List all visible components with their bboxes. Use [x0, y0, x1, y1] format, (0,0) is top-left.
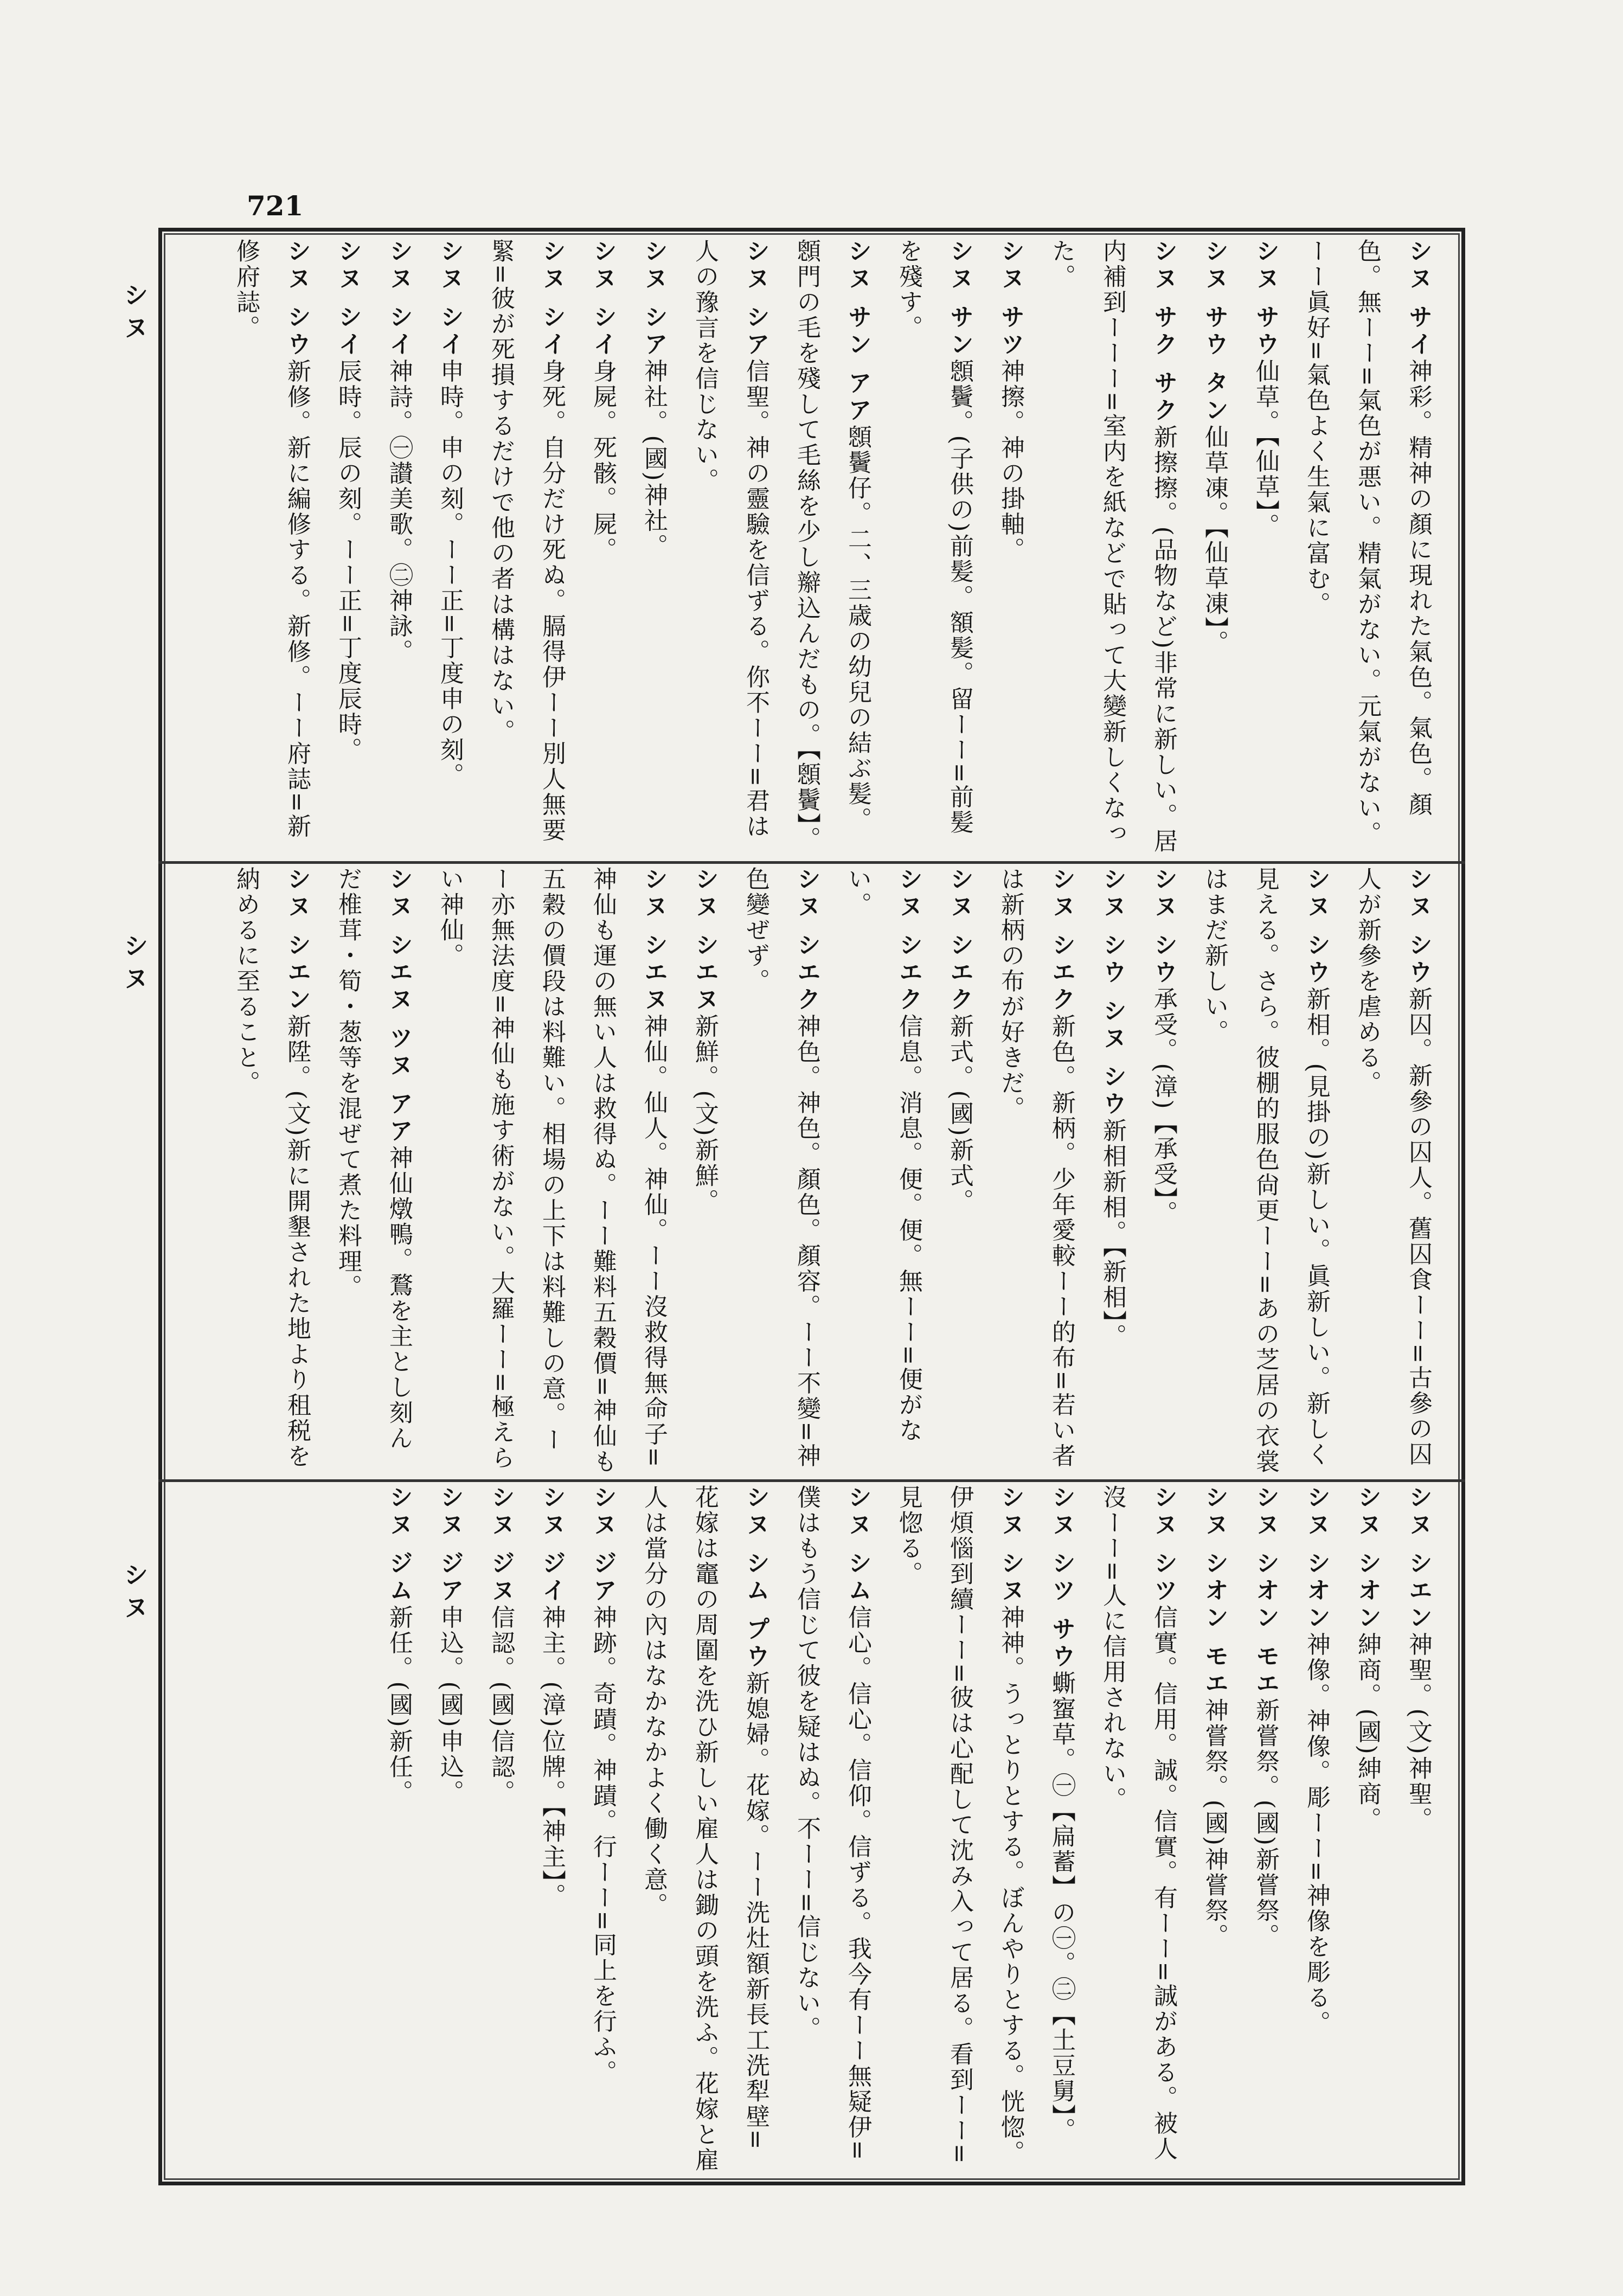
entry-reading: シヌ シイ: [385, 239, 413, 359]
entry-definition: 神像。神像。彫ーー=神像を彫る。: [1303, 1632, 1330, 2036]
dictionary-entry: [220, 867, 322, 1475]
dictionary-entry: [781, 1485, 883, 2173]
dictionary-entry: [1240, 239, 1291, 857]
page-number: 721: [247, 190, 304, 222]
entry-reading: シヌ シウ シヌ シウ: [1099, 867, 1126, 1118]
dictionary-entry: [679, 239, 781, 857]
entry-reading: シヌ サン アア: [844, 239, 871, 425]
entry-reading: シヌ シエク: [793, 867, 820, 1014]
dictionary-entry: [1087, 1485, 1189, 2173]
entry-definition: 新修。新に編修する。新修。ーー府誌=新修府誌。: [232, 239, 311, 839]
section-label: シヌ: [120, 282, 149, 347]
entry-definition: 新相。(見掛の)新しい。眞新しい。新しく見える。さら。彼棚的服色尙更ーー=あの芝居の衣裳はまだ新しい。: [1201, 867, 1330, 1474]
entry-definition: 新擦擦。(品物など)非常に新しい。居内補到ーーー=室内を紙などで貼って大變新しくなった。: [1048, 239, 1177, 854]
section-label: シヌ: [120, 1562, 149, 1627]
entry-reading: シヌ サウ: [1252, 239, 1279, 359]
dictionary-entry: [577, 239, 628, 857]
entry-reading: シヌ シア: [742, 239, 769, 359]
entry-reading: シヌ シエン: [1404, 1485, 1432, 1632]
entry-reading: シヌ サク サク: [1150, 239, 1177, 425]
entry-definition: 信聖。神の靈驗を信ずる。你不ーー=君は人の豫言を信じない。: [691, 239, 769, 839]
entry-reading: シヌ シオン: [1303, 1485, 1330, 1632]
entry-reading: シヌ シイ: [538, 239, 566, 359]
dictionary-entry: [1036, 239, 1189, 857]
tier-bottom: [179, 1485, 1448, 2173]
entry-definition: 新嘗祭。(國)新嘗祭。: [1252, 1697, 1279, 1949]
entry-definition: 紳商。(國)紳商。: [1353, 1632, 1381, 1832]
entry-reading: シヌ シイ: [589, 239, 617, 359]
dictionary-entry: [424, 1485, 475, 2173]
dictionary-entry: [1189, 1485, 1240, 2173]
entry-definition: 信認。(國)信認。: [487, 1605, 515, 1805]
dictionary-entry: [1342, 867, 1444, 1475]
entry-definition: 神嘗祭。(國)神嘗祭。: [1201, 1697, 1228, 1949]
entry-reading: シヌ シエン: [283, 867, 311, 1014]
dictionary-entry: [1240, 1485, 1291, 2173]
dictionary-entry: [628, 239, 679, 857]
dictionary-entry: [424, 867, 679, 1475]
dictionary-entry: [832, 867, 934, 1475]
dictionary-entry: [781, 239, 883, 857]
entry-definition: 新鮮。(文)新鮮。: [691, 1014, 719, 1214]
dictionary-entry: [424, 239, 475, 857]
entry-definition: 神色。神色。顏色。顏容。ーー不變=神色變ぜず。: [742, 867, 820, 1469]
entry-reading: シヌ シエク: [1048, 867, 1075, 1014]
dictionary-entry: [220, 239, 322, 857]
entry-reading: シヌ サウ タン: [1201, 239, 1228, 425]
entry-definition: 神神。うっとりとする。ぼんやりとする。恍惚。伊煩惱到續ーー=彼は心配して沈み入って居る。看到ーー=見惚る。: [895, 1485, 1024, 2166]
dictionary-entry: [475, 1485, 526, 2173]
dictionary-entry: [526, 1485, 577, 2173]
entry-reading: シヌ サン: [946, 239, 973, 359]
dictionary-entry: [679, 867, 730, 1475]
dictionary-entry: [883, 1485, 1036, 2173]
dictionary-entry: [1138, 867, 1189, 1475]
tier-middle: [179, 867, 1448, 1475]
entry-definition: 申込。(國)申込。: [436, 1605, 464, 1805]
dictionary-entry: [475, 239, 577, 857]
entry-reading: シヌ シエヌ: [640, 867, 668, 1014]
entry-definition: 信息。消息。便。便。無ーー=便がない。: [844, 867, 922, 1444]
dictionary-entry: [1087, 867, 1138, 1475]
dictionary-entry: [577, 1485, 628, 2173]
entry-reading: シヌ シエヌ ツヌ アア: [385, 867, 413, 1145]
entry-reading: シヌ サイ: [1404, 239, 1432, 359]
entry-definition: 新式。(國)新式。: [946, 1014, 973, 1214]
entry-definition: 新媳婦。花嫁。ーー洗灶額新長工洗犁壁=花嫁は竈の周圍を洗ひ新しい雇人は鋤の頭を洗ふ。花嫁と雇人は當分の內はなかなかよく働く意。: [640, 1485, 769, 2173]
entry-reading: シヌ シア: [640, 239, 668, 359]
entry-reading: シヌ シウ: [1303, 867, 1330, 987]
entry-reading: シヌ ジイ: [538, 1485, 566, 1605]
dictionary-entry: [1189, 239, 1240, 857]
entry-definition: 身屍。死骸。屍。: [589, 358, 617, 563]
entry-reading: シヌ シツ サウ: [1048, 1485, 1075, 1671]
entry-definition: 神仙。仙人。神仙。ーー沒救得無命子=神仙も運の無い人は救得ぬ。ーー難料五穀價=神仙も五穀の價段は料難い。相場の上下は料難しの意。ーー亦無法度=神仙も施す術がない。大羅ーー=極えらい神仙。: [436, 867, 668, 1474]
entry-definition: 神詩。㊀讃美歌。㊁神詠。: [385, 358, 413, 665]
entry-definition: 神聖。(文)神聖。: [1404, 1632, 1432, 1832]
entry-definition: 蟖䗕草。㊀【扁蓄】の㊀。㊁【土豆舅】。: [1048, 1670, 1075, 2143]
entry-definition: 信實。信用。誠。信實。有ーー=誠がある。被人沒ーー=人に信用されない。: [1099, 1485, 1177, 2162]
tier-divider: [158, 1479, 1465, 1482]
entry-definition: 神仙燉鴨。鶩を主とし刻んだ椎茸・筍・葱等を混ぜて煮た料理。: [334, 867, 413, 1451]
dictionary-entry: [985, 867, 1087, 1475]
dictionary-entry: [322, 867, 424, 1475]
dictionary-entry: [934, 867, 985, 1475]
entry-definition: 神社。(國)神社。: [640, 358, 668, 559]
entry-definition: 顖鬢。(子供の)前髪。額髪。留ーー=前髪を殘す。: [895, 239, 973, 836]
dictionary-entry: [1291, 1485, 1342, 2173]
entry-reading: シヌ ジア: [436, 1485, 464, 1605]
dictionary-entry: [1342, 1485, 1393, 2173]
entry-definition: 承受。(漳)【承受】。: [1150, 986, 1177, 1226]
entry-reading: シヌ シウ: [1150, 867, 1177, 987]
dictionary-entry: [1036, 1485, 1087, 2173]
entry-reading: シヌ ジア: [589, 1485, 617, 1605]
entry-definition: 仙草。【仙草】。: [1252, 358, 1279, 539]
section-label: シヌ: [120, 933, 149, 998]
tier-top: [179, 239, 1448, 857]
entry-definition: 新任。(國)新任。: [385, 1605, 413, 1805]
entry-reading: シヌ シウ: [283, 239, 311, 359]
entry-definition: 神主。(漳)位牌。【神主】。: [538, 1605, 566, 1909]
entry-reading: シヌ シエク: [946, 867, 973, 1014]
dictionary-entry: [322, 239, 373, 857]
entry-reading: シヌ シエク: [895, 867, 922, 1014]
entry-definition: 新相新相。【新相】。: [1099, 1118, 1126, 1349]
entry-reading: シヌ ジヌ: [487, 1485, 515, 1605]
dictionary-entry: [883, 239, 985, 857]
entry-reading: シヌ シオン: [1353, 1485, 1381, 1632]
dictionary-entry: [1189, 867, 1342, 1475]
entry-definition: 神彩。精神の顏に現れた氣色。氣色。顏色。無ーー=氣色が悪い。精氣がない。元氣がない。ーー眞好=氣色よく生氣に富む。: [1303, 239, 1432, 846]
entry-reading: シヌ シツ: [1150, 1485, 1177, 1605]
entry-reading: シヌ ジム: [385, 1485, 413, 1605]
entry-reading: シヌ シイ: [436, 239, 464, 359]
entry-definition: 信心。信心。信仰。信ずる。我今有ーー無疑伊=僕はもう信じて彼を疑はぬ。不ーー=信じない。: [793, 1485, 871, 2162]
entry-definition: 神擦。神の掛軸。: [997, 358, 1024, 563]
entry-definition: 身死。自分だけ死ぬ。膈得伊ーー別人無要緊=彼が死損するだけで他の者は構はない。: [487, 239, 566, 843]
dictionary-entry: [730, 867, 832, 1475]
dictionary-entry: [373, 239, 424, 857]
dictionary-entry: [373, 1485, 424, 2173]
entry-reading: シヌ シヌ: [997, 1485, 1024, 1605]
dictionary-entry: [1393, 1485, 1444, 2173]
entry-reading: シヌ シム: [844, 1485, 871, 1605]
entry-reading: シヌ サツ: [997, 239, 1024, 359]
entry-reading: シヌ シエヌ: [691, 867, 719, 1014]
dictionary-entry: [628, 1485, 781, 2173]
entry-definition: 辰時。辰の刻。ーー正=丁度辰時。: [334, 358, 362, 763]
entry-definition: 顖鬢仔。二、三歳の幼兒の結ぶ髪。顖門の毛を殘して毛絲を少し辮込んだもの。【顖鬢】。: [793, 239, 871, 852]
entry-definition: 新陞。(文)新に開墾された地より租税を納めるに至ること。: [232, 867, 311, 1469]
tier-divider: [158, 861, 1465, 864]
entry-reading: シヌ シオン モエ: [1201, 1485, 1228, 1698]
entry-definition: 申時。申の刻。ーー正=丁度申の刻。: [436, 358, 464, 788]
entry-definition: 神跡。奇蹟。神蹟。行ーー=同上を行ふ。: [589, 1605, 617, 2086]
entry-reading: シヌ シウ: [1404, 867, 1432, 987]
entry-definition: 新囚。新參の囚人。舊囚食ーー=古參の囚人が新參を虐める。: [1353, 867, 1432, 1467]
entry-definition: 仙草凍。【仙草凍】。: [1201, 424, 1228, 656]
entry-reading: シヌ シム プウ: [742, 1485, 769, 1671]
entry-reading: シヌ シイ: [334, 239, 362, 359]
entry-definition: 新色。新柄。少年愛較ーー的布=若い者は新柄の布が好きだ。: [997, 867, 1075, 1469]
dictionary-entry: [985, 239, 1036, 857]
entry-reading: シヌ シオン モエ: [1252, 1485, 1279, 1698]
dictionary-entry: [1291, 239, 1444, 857]
